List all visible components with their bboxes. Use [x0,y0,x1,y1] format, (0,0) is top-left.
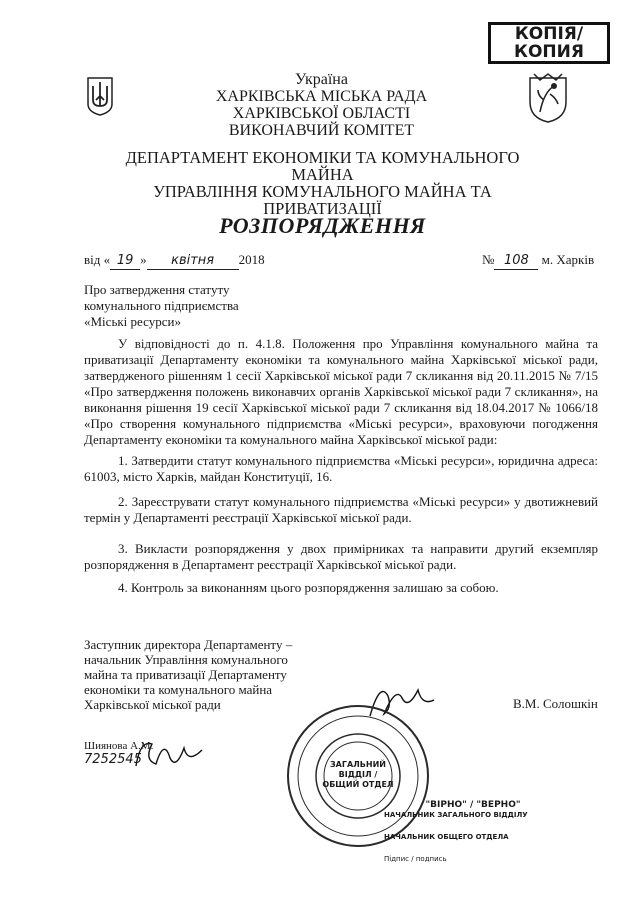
department-block [100,149,545,217]
preamble-paragraph: У відповідності до п. 4.1.8. Положення про Управління комунального майна та приватизації Департаменту економіки та комунального майна Харківської міської ради, затвердженого рішенням 1 сесії Харківської міської ради 7 скликання від 20.11.2015 № 7/15 «Про затвердження положень виконавчих органів Харківської міської ради 7 скликання», на виконання рішення 19 сесії Харківської міської ради 7 скликання від 18.04.2017 № 1066/18 «Про створення комунального підприємства «Міські ресурси», враховуючи погодження Департаменту економіки та комунального майна Харківської міської ради: [84,336,598,447]
seal-center-line3: ОБЩИЙ ОТДЕЛ [322,780,394,789]
signatory-line5: Харківської міської ради [84,697,221,712]
subject-line2: комунального підприємства [84,298,239,313]
date-day: 19 [110,253,140,270]
executor-block [84,740,153,766]
date-month: квітня [147,253,239,270]
seal-center-line2: ВІДДІЛ / [338,770,378,779]
subject-line3: «Міські ресурси» [84,314,181,329]
certified-sign-label: Підпис / подпись [384,855,447,863]
number-prefix: № [482,252,495,267]
header-region: ХАРКІВСЬКОЇ ОБЛАСТІ [232,105,411,122]
signatory-line1: Заступник директора Департаменту – [84,637,293,652]
signatory-position [84,637,304,712]
number-value: 108 [494,253,538,270]
seal-center-text [286,760,430,790]
department-line2: УПРАВЛІННЯ КОМУНАЛЬНОГО МАЙНА ТА [153,182,492,201]
date-mid: » [140,252,147,267]
signatory-line3: майна та приватизації Департаменту [84,667,287,682]
order-item-1: 1. Затвердити статут комунального підприємства «Міські ресурси», юридична адреса: 61003, місто Харків, майдан Конституції, 16. [84,453,598,484]
certified-line2: НАЧАЛЬНИК ОБЩЕГО ОТДЕЛА [384,833,509,841]
copy-stamp [488,22,610,64]
copy-stamp-line2: КОПИЯ [514,42,584,62]
department-line1: ДЕПАРТАМЕНТ ЕКОНОМІКИ ТА КОМУНАЛЬНОГО МАЙНА [125,148,520,184]
document-title: РОЗПОРЯДЖЕННЯ [219,213,426,238]
signatory-line4: економіки та комунального майна [84,682,273,697]
signatory-name: В.М. Солошкін [513,696,598,711]
signatory-line2: начальник Управління комунального [84,652,288,667]
number-line [482,252,594,270]
subject-block [84,282,239,330]
date-line [84,252,265,270]
header-committee: ВИКОНАВЧИЙ КОМІТЕТ [228,122,415,139]
header-country: Україна [295,71,348,88]
executor-name: Шиянова А.М. [84,740,154,752]
issuer-header [130,71,513,139]
kharkiv-city-emblem [526,72,570,124]
order-item-2: 2. Зареєструвати статут комунального підприємства «Міські ресурси» у двотижневий термін у Департаменті реєстрації Харківської міської ради. [84,494,598,525]
ukraine-trident-emblem [86,76,114,116]
executor-phone: 7252545 [84,752,142,767]
order-item-3: 3. Викласти розпорядження у двох примірниках та направити другий екземпляр розпорядження в Департамент реєстрації Харківської міської ради. [84,541,598,572]
seal-center-line1: ЗАГАЛЬНИЙ [330,760,386,769]
date-year: 2018 [238,252,265,267]
copy-stamp-line1: КОПІЯ/ [514,24,584,44]
department-line3: ПРИВАТИЗАЦІЇ [263,199,382,218]
certified-title: "ВІРНО" / "ВЕРНО" [425,800,521,810]
number-city: м. Харків [541,252,595,267]
subject-line1: Про затвердження статуту [84,282,230,297]
certified-copy-stamp [384,800,562,868]
date-prefix: від « [84,252,111,267]
order-item-4: 4. Контроль за виконанням цього розпорядження залишаю за собою. [118,580,499,595]
certified-line1: НАЧАЛЬНИК ЗАГАЛЬНОГО ВІДДІЛУ [384,811,528,819]
header-council: ХАРКІВСЬКА МІСЬКА РАДА [215,88,428,105]
